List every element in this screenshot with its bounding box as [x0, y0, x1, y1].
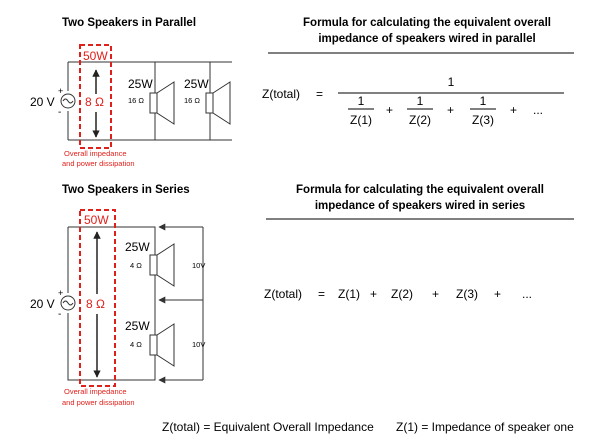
plus-sign: + [447, 103, 455, 117]
speaker-icon [150, 244, 174, 286]
parallel-speaker1-power: 25W [128, 77, 153, 91]
series-speaker1-power: 25W [125, 240, 150, 254]
legend-total: Z(total) = Equivalent Overall Impedance [162, 420, 374, 434]
series-term-1: Z(1) [338, 287, 360, 301]
svg-text:1: 1 [479, 94, 487, 108]
parallel-speaker2-power: 25W [184, 77, 209, 91]
parallel-speaker1-impedance: 16 Ω [128, 96, 145, 105]
parallel-speaker2-impedance: 16 Ω [184, 96, 201, 105]
polarity-plus: + [58, 288, 64, 298]
plus-sign: + [510, 103, 518, 117]
series-circuit [30, 184, 205, 407]
parallel-total-impedance: 8 Ω [85, 95, 104, 109]
svg-text:1: 1 [416, 94, 424, 108]
plus-sign: + [386, 103, 394, 117]
series-speaker2-voltage: 10V [192, 340, 206, 349]
series-title: Two Speakers in Series [62, 184, 190, 196]
series-caption-line1: Overall impedance [64, 387, 127, 396]
polarity-plus: + [58, 86, 64, 96]
plus-sign: + [370, 287, 378, 301]
parallel-total-power: 50W [83, 49, 108, 63]
speaker-icon [150, 324, 174, 366]
parallel-circuit [30, 17, 232, 168]
series-term-2: Z(2) [391, 287, 413, 301]
ac-source-icon [61, 94, 75, 108]
parallel-formula [262, 17, 574, 127]
series-caption-line2: and power dissipation [62, 398, 135, 407]
series-speaker2-power: 25W [125, 319, 150, 333]
parallel-numerator: 1 [447, 75, 455, 89]
series-formula-title-line2: impedance of speakers wired in series [314, 200, 526, 212]
series-speaker1-voltage: 10V [192, 261, 206, 270]
parallel-source-voltage: 20 V [30, 95, 55, 109]
series-formula-title-line1: Formula for calculating the equivalent overall [296, 184, 544, 196]
series-speaker2-impedance: 4 Ω [130, 340, 142, 349]
plus-sign: + [494, 287, 502, 301]
series-total-power: 50W [84, 213, 109, 227]
legend-speaker-one: Z(1) = Impedance of speaker one [396, 420, 574, 434]
series-speaker1-impedance: 4 Ω [130, 261, 142, 270]
ellipsis: ... [522, 287, 533, 301]
parallel-formula-title-line2: impedance of speakers wired in parallel [318, 33, 536, 45]
polarity-minus: - [58, 309, 62, 320]
series-equals: = [318, 287, 326, 301]
term-2 [407, 94, 433, 127]
parallel-formula-title-line1: Formula for calculating the equivalent overall [303, 17, 551, 29]
term-1 [348, 94, 374, 127]
ac-source-icon [61, 296, 75, 310]
series-term-3: Z(3) [456, 287, 478, 301]
parallel-caption-line2: and power dissipation [62, 159, 135, 168]
plus-sign: + [432, 287, 440, 301]
polarity-minus: - [58, 107, 62, 118]
series-source-voltage: 20 V [30, 297, 55, 311]
ellipsis: ... [533, 103, 544, 117]
footer-legend [162, 420, 574, 434]
svg-text:Z(1): Z(1) [350, 113, 372, 127]
svg-text:Z(2): Z(2) [409, 113, 431, 127]
svg-text:1: 1 [357, 94, 365, 108]
series-formula [264, 184, 574, 301]
series-total-impedance: 8 Ω [86, 297, 105, 311]
parallel-title: Two Speakers in Parallel [62, 17, 197, 29]
term-3 [470, 94, 496, 127]
parallel-caption-line1: Overall impedance [64, 149, 127, 158]
speaker-icon [150, 82, 174, 124]
svg-text:Z(3): Z(3) [472, 113, 494, 127]
series-lhs: Z(total) [264, 287, 303, 301]
parallel-equals: = [316, 87, 324, 101]
parallel-lhs: Z(total) [262, 87, 301, 101]
